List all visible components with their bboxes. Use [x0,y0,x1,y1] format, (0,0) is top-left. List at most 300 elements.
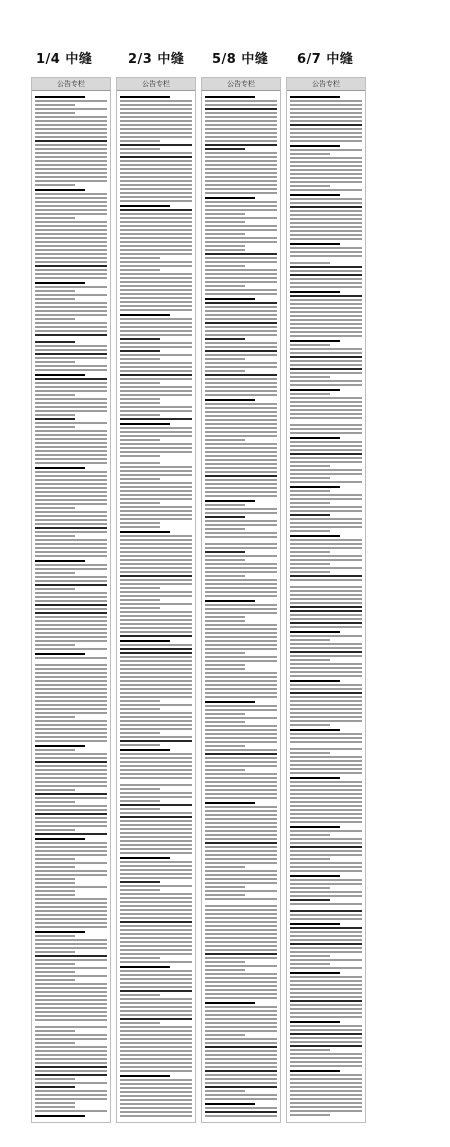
text-line [205,201,277,203]
text-line [120,518,192,520]
text-line [35,156,107,158]
text-line [120,342,192,344]
text-line [290,449,362,451]
text-line [35,797,107,799]
text-line [290,756,362,758]
text-line [290,899,330,901]
text-line [205,842,277,844]
text-line [35,858,75,860]
text-line [290,809,362,811]
text-line [205,1026,277,1028]
text-line [35,261,107,263]
text-line [205,628,277,630]
paragraph-gap [205,538,277,541]
notice-heading-line [205,197,255,199]
text-line [290,356,362,358]
text-line [205,1050,277,1052]
text-line [290,331,362,333]
notice-heading-line [290,923,340,925]
text-line [35,152,107,154]
text-line [205,1014,277,1016]
text-line [120,676,192,678]
text-line [35,290,75,292]
text-line [120,539,192,541]
text-line [120,603,192,605]
text-line [35,866,75,868]
text-line [35,543,107,545]
text-line [290,655,362,657]
text-line [290,939,362,941]
notice-heading-line [290,389,340,391]
text-line [290,457,362,459]
text-line [120,680,192,682]
text-line [205,334,277,336]
text-line [120,474,192,476]
text-line [120,330,192,332]
text-line [120,486,192,488]
text-line [290,955,330,957]
notice-heading-line [35,282,85,284]
text-line [120,1042,192,1044]
text-line [35,511,107,513]
text-line [205,390,277,392]
text-line [205,1042,277,1044]
text-line [35,406,107,408]
text-line [35,600,107,602]
text-line [290,149,362,151]
text-line [290,768,362,770]
text-line [120,334,192,336]
text-line [290,189,362,191]
text-line [205,583,277,585]
notice-heading-line [120,966,170,968]
text-line [35,454,107,456]
text-line [290,380,362,382]
text-line [290,335,362,337]
text-line [205,989,277,991]
text-line [35,724,107,726]
text-line [205,749,277,751]
text-line [120,152,192,154]
text-line [205,176,277,178]
text-line [290,104,362,106]
text-line [205,277,277,279]
text-line [35,696,107,698]
text-line [35,898,107,900]
text-line [205,265,245,267]
text-line [290,748,362,750]
text-line [205,664,245,666]
text-line [35,184,75,186]
text-line [35,322,107,324]
text-line [205,338,245,340]
notice-heading-line [290,145,340,147]
text-line [290,1016,362,1018]
text-line [35,257,107,259]
text-line [290,606,362,608]
text-line [120,559,192,561]
text-line [205,1094,277,1096]
text-line [35,503,107,505]
text-line [120,285,192,287]
text-line [35,1082,107,1084]
text-line [120,188,192,190]
text-line [120,478,160,480]
text-line [290,490,330,492]
text-line [35,306,107,308]
text-line [290,132,362,134]
text-line [205,826,277,828]
text-line [205,322,277,324]
text-line [205,293,277,295]
text-line [35,676,107,678]
text-line [205,439,245,441]
text-line [35,483,107,485]
text-line [120,832,192,834]
text-line [290,393,330,395]
text-line [205,362,277,364]
text-line [205,289,277,291]
text-line [290,295,362,297]
text-line [35,225,107,227]
text-line [35,761,107,763]
text-line [120,611,192,613]
text-line [35,523,107,525]
text-line [205,858,277,860]
text-line [205,834,277,836]
text-line [205,684,277,686]
text-line [120,1107,192,1109]
text-line [205,136,277,138]
text-line [120,897,192,899]
text-line [120,414,160,416]
text-line [120,1014,192,1016]
text-line [290,708,362,710]
text-line [290,838,362,840]
notice-heading-line [35,467,85,469]
text-line [205,253,277,255]
text-line [35,862,107,864]
text-line [35,736,107,738]
text-line [120,200,192,202]
text-line [290,432,362,434]
paragraph-gap [290,905,362,908]
text-line [35,967,107,969]
text-line [205,326,277,328]
text-line [205,1078,277,1080]
text-line [120,986,192,988]
text-line [205,112,277,114]
text-line [290,1098,362,1100]
text-line [120,720,192,722]
text-line [35,378,107,380]
text-line [290,858,330,860]
text-line [120,394,192,396]
text-line [120,1050,192,1052]
text-line [120,439,160,441]
text-line [35,999,107,1001]
text-line [205,160,277,162]
text-line [205,957,277,959]
text-line [290,834,330,836]
text-line [205,459,277,461]
text-line [290,234,362,236]
text-line [35,519,107,521]
text-line [120,535,192,537]
text-line [205,953,277,955]
text-line [290,891,362,893]
text-line [290,551,330,553]
text-line [35,935,75,937]
text-line [120,913,192,915]
text-line [35,108,107,110]
text-line [290,760,362,762]
text-line [120,245,192,247]
text-line [120,257,160,259]
text-line [35,1094,107,1096]
text-line [205,504,245,506]
text-line [290,327,362,329]
text-line [205,652,245,654]
text-line [290,1082,362,1084]
text-line [205,769,245,771]
text-line [35,176,107,178]
text-line [205,491,277,493]
text-line [290,323,362,325]
text-line [290,266,362,268]
text-line [120,144,192,146]
text-line [120,905,192,907]
text-line [290,352,362,354]
paragraph-gap [120,457,192,460]
text-line [120,269,160,271]
text-line [35,422,107,424]
text-line [205,386,277,388]
text-line [35,180,107,182]
text-line [290,951,362,953]
text-line [290,659,330,661]
text-line [290,647,362,649]
text-line [290,344,330,346]
text-line [35,910,107,912]
text-line [205,777,277,779]
text-line [290,1033,362,1035]
text-line [290,286,362,288]
text-line [35,1030,75,1032]
text-line [205,854,277,856]
text-line [120,289,192,291]
text-line [205,753,277,755]
text-line [205,318,277,320]
text-line [205,862,277,864]
text-line [120,808,160,810]
text-line [290,594,362,596]
text-line [290,1012,362,1014]
notice-heading-line [290,826,340,828]
text-line [205,451,277,453]
text-line [35,821,107,823]
text-line [205,443,277,445]
text-line [120,406,192,408]
text-line [35,487,107,489]
text-line [35,749,75,751]
text-line [290,821,362,823]
text-line [205,1074,277,1076]
text-line [35,426,75,428]
text-line [290,752,330,754]
text-line [290,461,362,463]
text-line [290,445,362,447]
text-line [35,1062,107,1064]
text-line [120,249,192,251]
text-line [120,1066,192,1068]
text-line [35,1086,75,1088]
text-line [35,1058,107,1060]
notice-heading-line [120,749,170,751]
text-line [205,612,277,614]
text-line [205,221,245,223]
text-line [35,1110,107,1112]
text-line [120,443,192,445]
text-line [35,842,107,844]
text-line [290,210,362,212]
text-line [35,450,107,452]
text-line [205,520,277,522]
notice-heading-line [120,531,170,533]
text-line [120,124,192,126]
notice-heading-line [290,243,340,245]
text-line [290,903,362,905]
text-line [35,1011,107,1013]
text-line [35,1015,107,1017]
text-line [120,522,160,524]
text-line [120,309,192,311]
text-line [120,877,192,879]
text-line [35,612,107,614]
text-line [120,949,192,951]
text-line [290,935,362,937]
text-line [290,477,330,479]
text-line [205,838,277,840]
text-line [290,967,362,969]
text-line [290,173,362,175]
text-line [120,648,192,650]
text-line [35,959,107,961]
notice-heading-line [205,1103,255,1105]
text-line [120,664,192,666]
paragraph-gap [120,779,192,782]
text-line [290,364,362,366]
text-line [205,713,245,715]
text-line [120,761,192,763]
text-line [120,820,192,822]
text-line [290,518,362,520]
text-line [120,1018,192,1020]
text-line [290,1004,362,1006]
text-line [120,386,192,388]
text-line [205,1030,277,1032]
text-line [120,1002,192,1004]
text-line [205,269,277,271]
column-title-4: 6/7 中缝 [297,52,354,67]
paragraph-gap [290,581,362,584]
text-line [290,128,362,130]
notice-heading-line [205,399,255,401]
text-line [120,784,192,786]
text-line [35,922,107,924]
text-line [120,933,192,935]
text-line [290,522,362,524]
text-line [205,567,277,569]
text-line [120,112,192,114]
text-line [290,602,362,604]
text-line [290,510,362,512]
text-line [290,663,362,665]
text-line [290,910,362,912]
text-line [35,1003,107,1005]
text-line [120,338,160,340]
text-line [290,181,362,183]
text-line [205,878,277,880]
text-line [120,229,192,231]
text-line [290,547,362,549]
text-line [120,253,192,255]
text-line [205,575,245,577]
text-line [35,438,107,440]
text-line [35,265,107,267]
text-line [205,508,277,510]
text-line [205,192,277,194]
text-line [205,1107,277,1109]
text-line [35,902,107,904]
text-line [35,668,107,670]
text-line [205,261,277,263]
column-text-body [120,93,192,1118]
text-line [290,502,330,504]
text-line [120,777,192,779]
text-line [290,481,362,483]
column-text-body [205,93,277,1118]
text-line [120,510,192,512]
text-line [120,852,192,854]
text-line [205,156,277,158]
text-line [205,475,277,477]
notice-heading-line [120,857,170,859]
text-line [120,358,160,360]
text-line [35,221,107,223]
text-line [35,527,107,529]
text-line [35,434,107,436]
text-line [205,1046,277,1048]
text-line [205,1038,277,1040]
text-line [35,140,107,142]
text-line [205,741,277,743]
text-line [290,1074,362,1076]
text-line [35,716,75,718]
text-line [120,844,192,846]
text-line [120,1070,192,1072]
text-line [205,969,245,971]
notice-heading-line [290,194,340,196]
text-line [290,805,362,807]
text-line [290,1057,362,1059]
text-line [205,536,277,538]
text-line [205,587,277,589]
text-line [120,354,192,356]
text-line [35,781,107,783]
text-line [120,221,192,223]
text-line [290,1065,362,1067]
